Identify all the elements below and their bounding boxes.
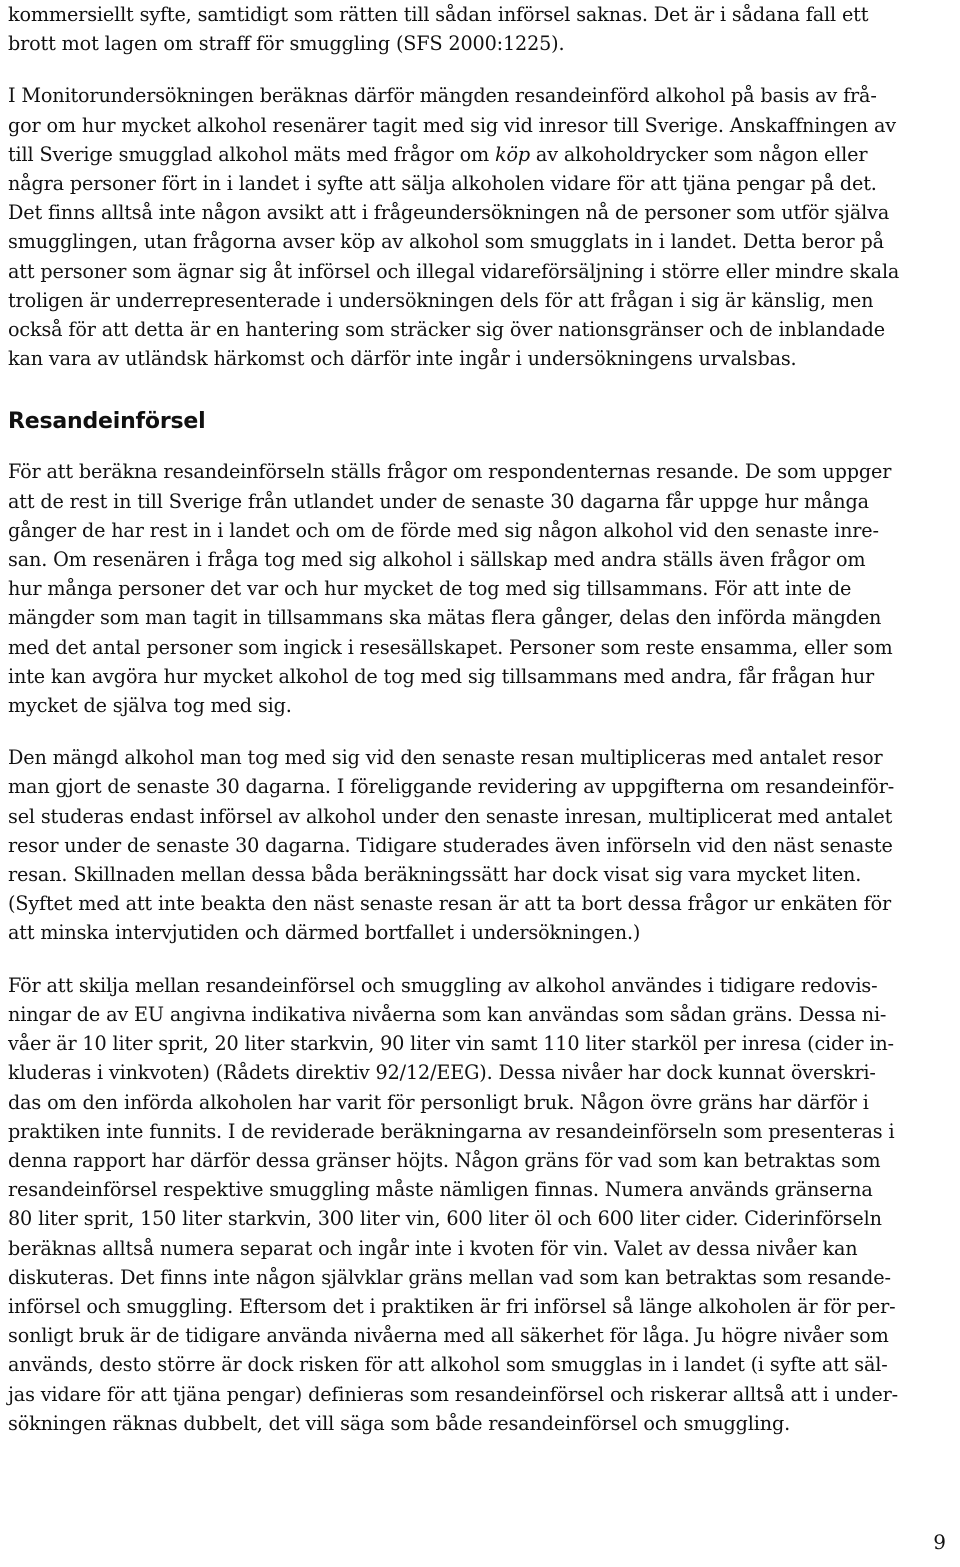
text-line: kluderas i vinkvoten) (Rådets direktiv 92/12/EEG). Dessa nivåer har dock kunnat överskri-	[8, 1061, 876, 1085]
page-number: 9	[933, 1530, 946, 1554]
paragraph-section-2	[8, 743, 954, 947]
text-line: resandeinförsel respektive smuggling måste nämligen finnas. Numera används gränserna	[8, 1178, 873, 1202]
text-line: (Syftet med att inte beakta den näst senaste resan är att ta bort dessa frågor ur enkäten för	[8, 892, 892, 916]
text-line: Det finns alltså inte någon avsikt att i frågeundersökningen nå de personer som utför själva	[8, 201, 890, 225]
text-line: resan. Skillnaden mellan dessa båda beräkningssätt har dock visat sig vara mycket liten.	[8, 863, 862, 887]
text-line: san. Om resenären i fråga tog med sig alkohol i sällskap med andra ställs även frågor om	[8, 548, 866, 572]
text-line: används, desto större är dock risken för att alkohol som smugglas in i landet (i syfte att säl-	[8, 1353, 888, 1377]
text-line: med det antal personer som ingick i resesällskapet. Personer som reste ensamma, eller som	[8, 635, 893, 659]
paragraph-section-1	[8, 457, 954, 720]
text-line: smugglingen, utan frågorna avser köp av alkohol som smugglats in i landet. Detta beror på	[8, 230, 884, 254]
paragraph-gap	[8, 58, 954, 81]
italic-word: köp	[494, 142, 530, 166]
text-line: diskuteras. Det finns inte någon självklar gräns mellan vad som kan betraktas som resande-	[8, 1265, 891, 1289]
text-line: das om den införda alkoholen har varit för personligt bruk. Någon övre gräns har därför i	[8, 1090, 869, 1114]
text-line: denna rapport har därför dessa gränser höjts. Någon gräns för vad som kan betraktas som	[8, 1148, 881, 1172]
text-line: hur många personer det var och hur mycket de tog med sig tillsammans. För att inte de	[8, 577, 852, 601]
text-line: mängder som man tagit in tillsammans ska mätas flera gånger, delas den införda mängden	[8, 606, 882, 630]
text-line: jas vidare för att tjäna pengar) definieras som resandeinförsel och riskerar alltså att i under-	[8, 1382, 898, 1406]
section-heading: Resandeinförsel	[8, 409, 206, 435]
paragraph-monitor	[8, 81, 954, 373]
text-line: För att beräkna resandeinförseln ställs frågor om respondenternas resande. De som uppger	[8, 460, 892, 484]
text-line: kommersiellt syfte, samtidigt som rätten till sådan införsel saknas. Det är i sådana fall ett	[8, 3, 869, 26]
section-gap	[8, 373, 954, 407]
text-line: Den mängd alkohol man tog med sig vid den senaste resan multipliceras med antalet resor	[8, 746, 883, 770]
paragraph-intro-end	[8, 0, 954, 58]
text-line: inte kan avgöra hur mycket alkohol de tog med sig tillsammans med andra, får frågan hur	[8, 664, 875, 688]
text-line: ningar de av EU angivna indikativa nivåerna som kan användas som sådan gräns. Dessa ni-	[8, 1002, 887, 1026]
text-line: kan vara av utländsk härkomst och därför inte ingår i undersökningens urvalsbas.	[8, 347, 797, 371]
text-line: praktiken inte funnits. I de reviderade beräkningarna av resandeinförseln som presenteras i	[8, 1119, 895, 1143]
text-line: man gjort de senaste 30 dagarna. I föreliggande revidering av uppgifterna om resandeinför-	[8, 775, 895, 799]
text-line: brott mot lagen om straff för smuggling (SFS 2000:1225).	[8, 32, 565, 56]
text-line: sonligt bruk är de tidigare använda nivåerna med all säkerhet för låga. Ju högre nivåer som	[8, 1324, 889, 1348]
text-line: att personer som ägnar sig åt införsel och illegal vidareförsäljning i större eller mindre skala	[8, 259, 900, 283]
heading-gap	[8, 437, 954, 457]
text-line: att minska intervjutiden och därmed bortfallet i undersökningen.)	[8, 921, 641, 945]
text-line-with-italic	[8, 140, 954, 169]
text-line: troligen är underrepresenterade i undersökningen dels för att frågan i sig är känslig, men	[8, 288, 874, 312]
text-line: sel studeras endast införsel av alkohol under den senaste inresan, multiplicerat med antalet	[8, 804, 893, 828]
text-line: gånger de har rest in i landet och om de förde med sig någon alkohol vid den senaste inre-	[8, 518, 879, 542]
text-line: införsel och smuggling. Eftersom det i praktiken är fri införsel så länge alkoholen är för per-	[8, 1294, 896, 1318]
text-line: några personer fört in i landet i syfte att sälja alkoholen vidare för att tjäna pengar på det.	[8, 172, 877, 196]
text-line: våer är 10 liter sprit, 20 liter starkvin, 90 liter vin samt 110 liter starköl per inresa (cider in-	[8, 1032, 894, 1056]
paragraph-section-3	[8, 971, 954, 1438]
text-line: För att skilja mellan resandeinförsel och smuggling av alkohol användes i tidigare redovis-	[8, 973, 878, 997]
paragraph-gap	[8, 720, 954, 743]
paragraph-gap	[8, 948, 954, 971]
text-line: gor om hur mycket alkohol resenärer tagit med sig vid inresor till Sverige. Anskaffningen av	[8, 113, 896, 137]
text-line: också för att detta är en hantering som sträcker sig över nationsgränser och de inblandade	[8, 318, 886, 342]
text-line: 80 liter sprit, 150 liter starkvin, 300 liter vin, 600 liter öl och 600 liter cider. Ciderinförseln	[8, 1207, 882, 1231]
text-before-italic: till Sverige smugglad alkohol mäts med frågor om	[8, 142, 495, 166]
text-line: resor under de senaste 30 dagarna. Tidigare studerades även införseln vid den näst senaste	[8, 833, 893, 857]
text-line: I Monitorundersökningen beräknas därför mängden resandeinförd alkohol på basis av frå-	[8, 84, 877, 108]
text-line: att de rest in till Sverige från utlandet under de senaste 30 dagarna får uppge hur många	[8, 489, 869, 513]
text-after-italic: av alkoholdrycker som någon eller	[529, 142, 868, 166]
text-line: mycket de själva tog med sig.	[8, 694, 292, 718]
text-line: sökningen räknas dubbelt, det vill säga som både resandeinförsel och smuggling.	[8, 1411, 791, 1435]
document-page	[8, 0, 954, 1438]
text-line: beräknas alltså numera separat och ingår inte i kvoten för vin. Valet av dessa nivåer kan	[8, 1236, 858, 1260]
